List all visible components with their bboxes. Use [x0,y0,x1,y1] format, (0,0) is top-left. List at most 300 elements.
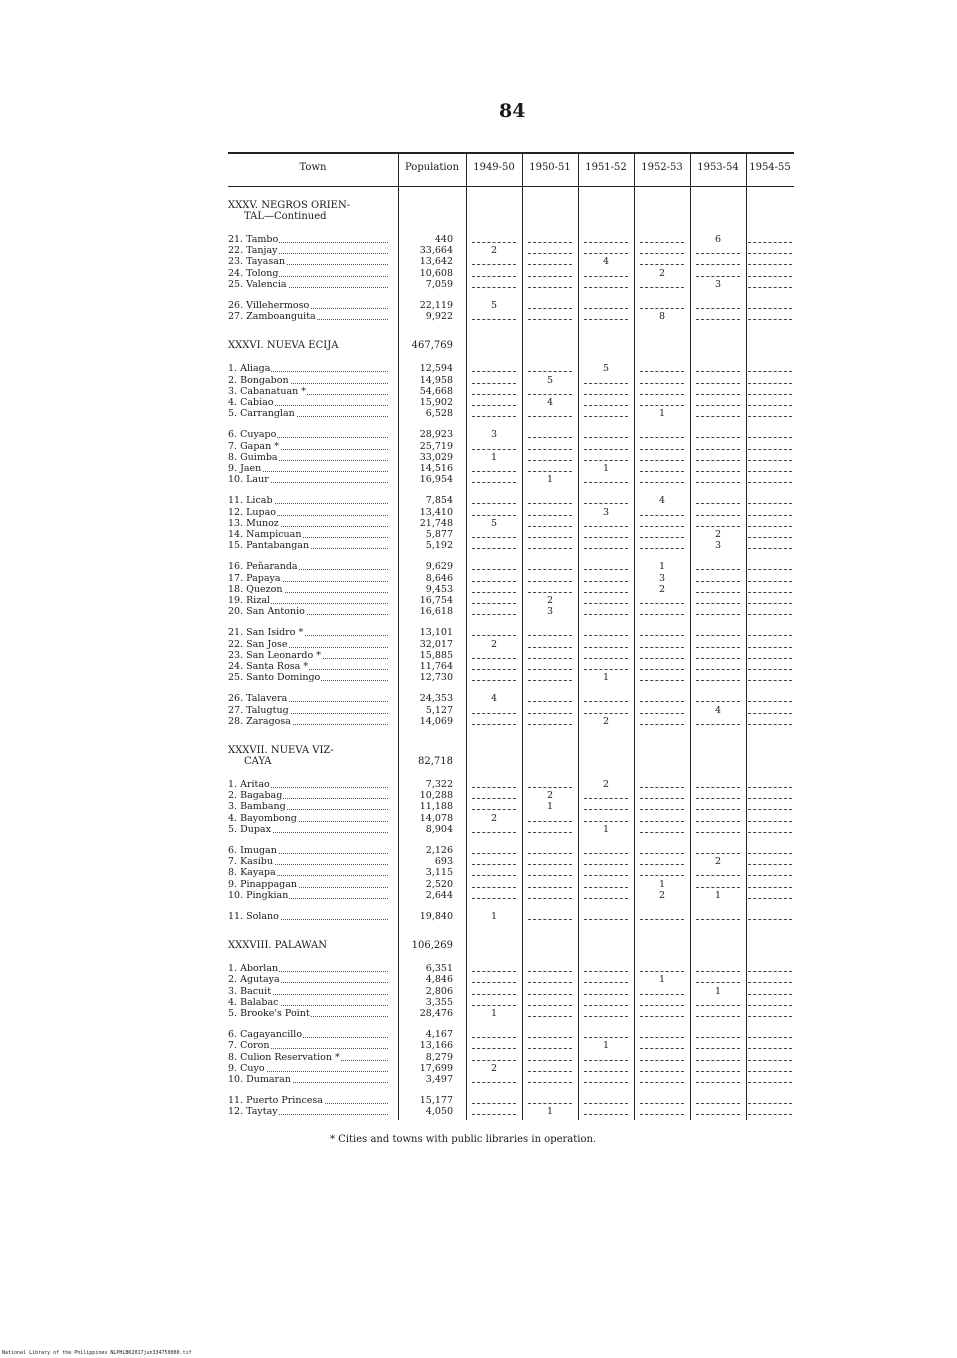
population-value: 17,699 [419,1062,453,1074]
town-name [228,879,388,890]
year-value: 1 [658,408,666,420]
empty-cell-dashes [528,821,572,822]
empty-cell-dashes [748,1114,792,1115]
empty-cell-dashes [696,821,740,822]
empty-cell-dashes [472,875,516,876]
population-value: 4,050 [425,1106,453,1118]
empty-cell-dashes [748,394,792,395]
town-label: 24. Santa Rosa * [228,661,309,672]
population-value: 693 [434,856,453,868]
empty-cell-dashes [640,526,684,527]
empty-cell-dashes [528,242,572,243]
town-label: 26. Villehermoso [228,300,310,311]
empty-cell-dashes [640,875,684,876]
empty-cell-dashes [748,832,792,833]
population-value: 11,188 [419,801,453,813]
empty-cell-dashes [472,405,516,406]
empty-cell-dashes [528,449,572,450]
town-name [228,300,388,311]
empty-cell-dashes [748,526,792,527]
town-name [228,245,388,256]
empty-cell-dashes [472,635,516,636]
empty-cell-dashes [696,635,740,636]
column-header: Population [404,162,460,173]
population-value: 33,029 [419,451,453,463]
empty-cell-dashes [748,503,792,504]
empty-cell-dashes [528,982,572,983]
empty-cell-dashes [748,982,792,983]
table-row [228,573,794,584]
empty-cell-dashes [696,982,740,983]
empty-cell-dashes [528,853,572,854]
population-value: 28,923 [419,429,453,441]
table-row [228,363,794,374]
empty-cell-dashes [472,832,516,833]
town-label: 13. Munoz [228,517,279,529]
town-name [228,1052,388,1063]
empty-cell-dashes [584,864,628,865]
empty-cell-dashes [640,919,684,920]
empty-cell-dashes [528,471,572,472]
town-name [228,429,388,440]
year-value: 4 [602,256,610,268]
town-name [228,540,388,551]
year-value: 1 [602,823,610,835]
empty-cell-dashes [696,394,740,395]
section-title: XXXVII. NUEVA VIZ- [228,745,334,756]
library-stamp: National Library of the Philippines NLPHLBK2017jun334750080.tif [2,1350,192,1356]
empty-cell-dashes [584,853,628,854]
table-row [228,441,794,452]
town-label: 5. Dupax [228,823,271,835]
table-row [228,234,794,245]
empty-cell-dashes [748,971,792,972]
empty-cell-dashes [640,405,684,406]
town-label: 12. Taytay [228,1106,278,1118]
empty-cell-dashes [640,383,684,384]
empty-cell-dashes [528,1048,572,1049]
table-row [228,311,794,322]
year-value: 2 [490,812,498,824]
empty-cell-dashes [528,503,572,504]
empty-cell-dashes [528,1005,572,1006]
column-header: 1951-52 [585,162,627,173]
empty-cell-dashes [528,635,572,636]
year-value: 3 [714,278,722,290]
town-name [228,974,388,985]
town-label: 25. Valencia [228,278,287,290]
empty-cell-dashes [748,253,792,254]
town-name [228,867,388,878]
empty-cell-dashes [472,798,516,799]
year-value: 3 [546,606,554,618]
table-row [228,986,794,997]
empty-cell-dashes [584,798,628,799]
population-value: 16,954 [419,474,453,486]
town-label: 17. Papaya [228,572,281,584]
section-title: XXXVI. NUEVA ECIJA [228,340,339,352]
town-label: 16. Peñaranda [228,561,298,573]
empty-cell-dashes [696,971,740,972]
empty-cell-dashes [472,713,516,714]
empty-cell-dashes [696,1037,740,1038]
town-name [228,529,388,540]
town-name [228,824,388,835]
empty-cell-dashes [472,658,516,659]
empty-cell-dashes [748,437,792,438]
empty-cell-dashes [584,449,628,450]
town-name [228,911,388,922]
empty-cell-dashes [472,1037,516,1038]
town-name [228,452,388,463]
town-name [228,573,388,584]
empty-cell-dashes [696,592,740,593]
population-value: 7,059 [425,278,453,290]
town-label: 7. Coron [228,1040,270,1052]
town-label: 7. Gapan * [228,440,279,452]
town-label: 2. Agutaya [228,974,280,986]
year-value: 4 [546,397,554,408]
empty-cell-dashes [528,724,572,725]
empty-cell-dashes [528,264,572,265]
year-value: 1 [658,878,666,890]
empty-cell-dashes [696,919,740,920]
year-value: 2 [602,715,610,727]
empty-cell-dashes [748,787,792,788]
empty-cell-dashes [748,592,792,593]
empty-cell-dashes [696,264,740,265]
empty-cell-dashes [584,526,628,527]
table-row [228,845,794,856]
empty-cell-dashes [748,371,792,372]
year-value: 2 [658,583,666,595]
empty-cell-dashes [748,1071,792,1072]
town-label: 2. Bongabon [228,374,289,386]
empty-cell-dashes [472,471,516,472]
population-value: 9,629 [425,561,453,573]
empty-cell-dashes [640,537,684,538]
town-name [228,375,388,386]
town-name [228,779,388,790]
empty-cell-dashes [528,537,572,538]
empty-cell-dashes [472,416,516,417]
town-name [228,986,388,997]
town-label: 27. Talugtug [228,704,289,716]
empty-cell-dashes [748,701,792,702]
empty-cell-dashes [748,887,792,888]
empty-cell-dashes [748,287,792,288]
population-value: 19,840 [419,911,453,922]
empty-cell-dashes [696,526,740,527]
section-title: XXXV. NEGROS ORIEN- [228,200,351,211]
empty-cell-dashes [472,853,516,854]
empty-cell-dashes [584,713,628,714]
empty-cell-dashes [472,319,516,320]
empty-cell-dashes [584,658,628,659]
town-label: 6. Imugan [228,845,277,856]
empty-cell-dashes [748,875,792,876]
empty-cell-dashes [696,253,740,254]
table-row [228,375,794,386]
table-row [228,540,794,551]
empty-cell-dashes [528,276,572,277]
empty-cell-dashes [584,482,628,483]
table-row [228,627,794,638]
empty-cell-dashes [696,887,740,888]
population-value: 14,958 [419,374,453,386]
empty-cell-dashes [640,1060,684,1061]
header-rule [228,186,794,187]
town-label: 3. Bacuit [228,985,272,997]
table-row [228,1008,794,1019]
town-name [228,1106,388,1117]
town-name [228,801,388,812]
empty-cell-dashes [748,515,792,516]
year-value: 4 [658,495,666,507]
population-value: 28,476 [419,1008,453,1019]
empty-cell-dashes [584,809,628,810]
table-row [228,595,794,606]
population-value: 13,166 [419,1040,453,1052]
table-row [228,279,794,290]
table-row [228,256,794,267]
table-row [228,561,794,572]
empty-cell-dashes [696,647,740,648]
table-row [228,879,794,890]
empty-cell-dashes [528,701,572,702]
section-population: 106,269 [411,940,453,952]
town-name [228,716,388,727]
empty-cell-dashes [640,809,684,810]
year-value: 5 [490,517,498,529]
table-row [228,300,794,311]
empty-cell-dashes [748,898,792,899]
empty-cell-dashes [748,1103,792,1104]
year-value: 3 [714,540,722,552]
empty-cell-dashes [748,614,792,615]
town-label: 8. Kayapa [228,867,276,879]
section-population: 82,718 [418,756,453,767]
column-header: 1954-55 [749,162,791,173]
empty-cell-dashes [748,821,792,822]
town-name [228,234,388,245]
empty-cell-dashes [696,460,740,461]
population-value: 22,119 [419,300,453,311]
table-row [228,1040,794,1051]
population-value: 7,854 [425,495,453,507]
population-value: 16,618 [419,606,453,618]
year-value: 2 [490,638,498,650]
empty-cell-dashes [748,603,792,604]
town-name [228,441,388,452]
table-row [228,507,794,518]
table-row [228,1106,794,1117]
empty-cell-dashes [472,515,516,516]
town-label: 4. Bayombong [228,812,297,824]
population-value: 6,528 [425,408,453,420]
population-value: 6,351 [425,963,453,975]
population-value: 13,410 [419,506,453,518]
year-value: 1 [658,561,666,573]
empty-cell-dashes [640,603,684,604]
table-row [228,1074,794,1085]
empty-cell-dashes [472,449,516,450]
table-row [228,268,794,279]
town-label: 1. Aliaga [228,363,271,375]
empty-cell-dashes [528,287,572,288]
empty-cell-dashes [472,394,516,395]
empty-cell-dashes [640,614,684,615]
empty-cell-dashes [528,569,572,570]
empty-cell-dashes [584,437,628,438]
empty-cell-dashes [584,898,628,899]
town-label: 18. Quezon [228,583,283,595]
empty-cell-dashes [696,1048,740,1049]
empty-cell-dashes [640,1071,684,1072]
empty-cell-dashes [472,383,516,384]
empty-cell-dashes [584,460,628,461]
empty-cell-dashes [472,1060,516,1061]
empty-cell-dashes [584,887,628,888]
empty-cell-dashes [584,308,628,309]
town-name [228,386,388,397]
year-value: 1 [714,889,722,901]
empty-cell-dashes [696,853,740,854]
town-name [228,507,388,518]
town-label: 8. Guimba [228,451,278,463]
town-label: 21. San Isidro * [228,627,304,639]
table-row [228,867,794,878]
year-value: 2 [714,529,722,540]
town-name [228,311,388,322]
town-label: 11. Solano [228,911,279,922]
year-value: 5 [602,363,610,375]
town-label: 27. Zamboanguita [228,311,316,323]
empty-cell-dashes [696,787,740,788]
empty-cell-dashes [584,647,628,648]
empty-cell-dashes [584,548,628,549]
town-name [228,463,388,474]
table-row [228,997,794,1008]
population-value: 3,115 [425,867,453,879]
empty-cell-dashes [528,971,572,972]
town-name [228,474,388,485]
empty-cell-dashes [528,669,572,670]
empty-cell-dashes [696,1060,740,1061]
table-row [228,429,794,440]
population-value: 14,069 [419,715,453,727]
table-row [228,1029,794,1040]
empty-cell-dashes [528,864,572,865]
table-row [228,397,794,408]
empty-cell-dashes [696,875,740,876]
population-value: 4,846 [425,974,453,986]
town-name [228,595,388,606]
empty-cell-dashes [528,592,572,593]
empty-cell-dashes [640,482,684,483]
table-row [228,639,794,650]
empty-cell-dashes [584,569,628,570]
empty-cell-dashes [748,853,792,854]
empty-cell-dashes [584,503,628,504]
town-name [228,856,388,867]
town-name [228,693,388,704]
town-label: 14. Nampicuan [228,529,302,540]
town-label: 6. Cagayancillo [228,1029,303,1041]
town-name [228,1008,388,1019]
population-value: 2,520 [425,878,453,890]
table-row [228,1095,794,1106]
empty-cell-dashes [640,394,684,395]
town-name [228,845,388,856]
empty-cell-dashes [528,898,572,899]
table-row [228,529,794,540]
empty-cell-dashes [472,614,516,615]
empty-cell-dashes [640,471,684,472]
empty-cell-dashes [584,669,628,670]
year-value: 2 [490,1062,498,1074]
town-label: 4. Cabiao [228,397,274,408]
table-row [228,452,794,463]
empty-cell-dashes [472,1114,516,1115]
empty-cell-dashes [640,1016,684,1017]
empty-cell-dashes [696,798,740,799]
population-value: 4,167 [425,1029,453,1041]
town-label: 4. Balabac [228,996,279,1008]
population-value: 2,806 [425,985,453,997]
empty-cell-dashes [528,253,572,254]
town-label: 12. Lupao [228,506,277,518]
empty-cell-dashes [528,647,572,648]
table-row [228,474,794,485]
section-title: XXXVIII. PALAWAN [228,940,328,952]
empty-cell-dashes [748,680,792,681]
town-label: 10. Laur [228,474,269,486]
empty-cell-dashes [640,864,684,865]
empty-cell-dashes [584,537,628,538]
population-value: 13,101 [419,627,453,639]
population-value: 11,764 [419,661,453,672]
year-value: 1 [490,1008,498,1019]
empty-cell-dashes [696,276,740,277]
population-value: 5,192 [425,540,453,552]
table-row [228,890,794,901]
empty-cell-dashes [748,1048,792,1049]
empty-cell-dashes [748,658,792,659]
year-value: 2 [714,856,722,868]
year-value: 1 [602,672,610,684]
empty-cell-dashes [528,658,572,659]
population-value: 15,885 [419,649,453,661]
empty-cell-dashes [640,701,684,702]
year-value: 1 [490,451,498,463]
empty-cell-dashes [472,287,516,288]
empty-cell-dashes [528,787,572,788]
empty-cell-dashes [584,1071,628,1072]
year-value: 2 [658,267,666,279]
empty-cell-dashes [696,471,740,472]
town-label: 23. San Leonardo * [228,649,321,661]
empty-cell-dashes [748,713,792,714]
town-name [228,1040,388,1051]
empty-cell-dashes [640,669,684,670]
empty-cell-dashes [584,253,628,254]
empty-cell-dashes [748,405,792,406]
table-row [228,801,794,812]
town-name [228,963,388,974]
empty-cell-dashes [472,971,516,972]
empty-cell-dashes [528,1082,572,1083]
